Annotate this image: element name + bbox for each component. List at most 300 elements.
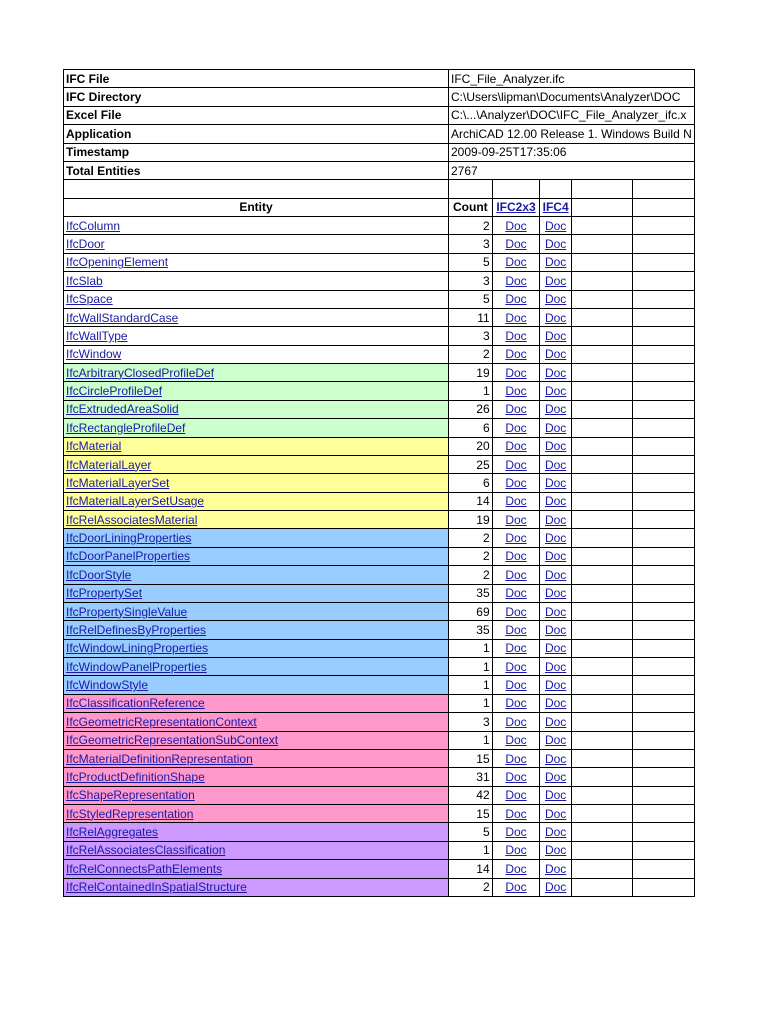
ifc2x3-doc-link[interactable]: Doc <box>505 586 527 601</box>
entity-cell <box>64 602 449 620</box>
ifc4-doc-cell <box>540 345 571 363</box>
info-value: ArchiCAD 12.00 Release 1. Windows Build N <box>449 125 695 143</box>
ifc2x3-doc-link[interactable]: Doc <box>505 769 527 784</box>
blank-cell <box>571 474 632 492</box>
ifc2x3-doc-cell <box>492 621 540 639</box>
table-row <box>64 602 695 620</box>
entity-link[interactable]: IfcWindowLiningProperties <box>66 641 209 656</box>
entity-link[interactable]: IfcClassificationReference <box>66 696 205 711</box>
entity-cell <box>64 676 449 694</box>
entity-link[interactable]: IfcPropertySingleValue <box>66 604 188 619</box>
ifc2x3-doc-cell <box>492 639 540 657</box>
ifc4-doc-cell <box>540 235 571 253</box>
ifc4-doc-link[interactable]: Doc <box>544 494 567 509</box>
count-cell: 19 <box>449 364 493 382</box>
table-row <box>64 253 695 271</box>
entity-link[interactable]: IfcRelAssociatesMaterial <box>66 512 198 527</box>
table-row <box>64 345 695 363</box>
ifc2x3-doc-link[interactable]: Doc <box>505 825 527 840</box>
ifc4-header-link[interactable]: IFC4 <box>542 200 569 215</box>
blank-cell <box>571 455 632 473</box>
ifc2x3-doc-cell <box>492 290 540 308</box>
ifc2x3-doc-link[interactable]: Doc <box>505 384 527 399</box>
ifc2x3-doc-cell <box>492 584 540 602</box>
ifc2x3-doc-link[interactable]: Doc <box>505 861 527 876</box>
ifc2x3-doc-link[interactable]: Doc <box>505 641 527 656</box>
ifc4-doc-link[interactable]: Doc <box>544 218 567 233</box>
blank-cell <box>632 860 694 878</box>
ifc4-doc-link[interactable]: Doc <box>544 622 567 637</box>
ifc4-doc-link[interactable]: Doc <box>544 273 567 288</box>
count-cell: 6 <box>449 419 493 437</box>
table-row <box>64 584 695 602</box>
blank-cell <box>571 768 632 786</box>
entity-link[interactable]: IfcRelAssociatesClassification <box>66 843 226 858</box>
ifc4-doc-link[interactable]: Doc <box>544 457 567 472</box>
entity-cell <box>64 878 449 896</box>
entity-link[interactable]: IfcRelAggregates <box>66 825 159 840</box>
blank-cell <box>571 253 632 271</box>
entity-link[interactable]: IfcShapeRepresentation <box>66 788 195 803</box>
blank-cell <box>632 290 694 308</box>
ifc4-doc-link[interactable]: Doc <box>544 586 567 601</box>
blank-cell <box>571 676 632 694</box>
ifc2x3-doc-cell <box>492 731 540 749</box>
entity-cell <box>64 805 449 823</box>
ifc4-doc-link[interactable]: Doc <box>544 843 567 858</box>
blank-cell <box>571 327 632 345</box>
blank-cell <box>632 768 694 786</box>
blank-cell <box>632 327 694 345</box>
ifc4-doc-link[interactable]: Doc <box>544 439 567 454</box>
ifc4-doc-link[interactable]: Doc <box>544 733 567 748</box>
ifc2x3-doc-link[interactable]: Doc <box>505 365 527 380</box>
info-row <box>64 125 695 143</box>
ifc4-doc-link[interactable]: Doc <box>544 237 567 252</box>
table-row <box>64 419 695 437</box>
entity-link[interactable]: IfcMaterialLayer <box>66 457 152 472</box>
table-row <box>64 547 695 565</box>
count-column-header: Count <box>449 198 493 216</box>
ifc2x3-doc-link[interactable]: Doc <box>505 255 527 270</box>
ifc4-column-header <box>540 198 571 216</box>
ifc2x3-doc-link[interactable]: Doc <box>505 273 527 288</box>
entity-link[interactable]: IfcRelDefinesByProperties <box>66 622 207 637</box>
blank-cell <box>632 658 694 676</box>
entity-cell <box>64 253 449 271</box>
column-header-row <box>64 198 695 216</box>
blank-cell <box>632 492 694 510</box>
entity-link[interactable]: IfcWindow <box>66 347 122 362</box>
blank-cell <box>571 602 632 620</box>
ifc2x3-doc-link[interactable]: Doc <box>505 549 527 564</box>
table-row <box>64 860 695 878</box>
entity-link[interactable]: IfcRelConnectsPathElements <box>66 861 223 876</box>
ifc2x3-doc-cell <box>492 253 540 271</box>
ifc4-doc-link[interactable]: Doc <box>544 861 567 876</box>
ifc4-doc-link[interactable]: Doc <box>544 825 567 840</box>
count-cell: 5 <box>449 253 493 271</box>
ifc2x3-doc-link[interactable]: Doc <box>505 696 527 711</box>
count-cell: 1 <box>449 676 493 694</box>
blank-cell <box>632 676 694 694</box>
entity-link[interactable]: IfcMaterialLayerSet <box>66 475 170 490</box>
table-row <box>64 529 695 547</box>
blank-cell <box>571 749 632 767</box>
ifc4-doc-link[interactable]: Doc <box>544 531 567 546</box>
count-cell: 19 <box>449 511 493 529</box>
blank-cell <box>632 694 694 712</box>
ifc4-doc-cell <box>540 364 571 382</box>
blank-cell <box>571 217 632 235</box>
entity-link[interactable]: IfcDoorStyle <box>66 567 132 582</box>
ifc4-doc-link[interactable]: Doc <box>544 512 567 527</box>
info-value: IFC_File_Analyzer.ifc <box>449 70 695 88</box>
ifc2x3-doc-cell <box>492 235 540 253</box>
table-row <box>64 235 695 253</box>
ifc2x3-doc-cell <box>492 602 540 620</box>
count-cell: 5 <box>449 290 493 308</box>
spreadsheet-body <box>64 70 695 897</box>
blank-cell <box>632 253 694 271</box>
info-label: IFC File <box>64 70 449 88</box>
ifc2x3-doc-link[interactable]: Doc <box>505 494 527 509</box>
ifc2x3-doc-cell <box>492 694 540 712</box>
table-row <box>64 621 695 639</box>
ifc2x3-doc-cell <box>492 492 540 510</box>
info-row <box>64 70 695 88</box>
entity-link[interactable]: IfcMaterial <box>66 439 122 454</box>
ifc2x3-doc-link[interactable]: Doc <box>505 237 527 252</box>
table-row <box>64 878 695 896</box>
count-cell: 1 <box>449 639 493 657</box>
entity-cell <box>64 529 449 547</box>
entity-link[interactable]: IfcWindowStyle <box>66 678 149 693</box>
ifc2x3-doc-link[interactable]: Doc <box>505 218 527 233</box>
ifc2x3-doc-link[interactable]: Doc <box>505 659 527 674</box>
blank-cell <box>632 272 694 290</box>
blank-cell <box>571 180 632 198</box>
table-row <box>64 474 695 492</box>
entity-cell <box>64 327 449 345</box>
blank-header-cell <box>571 198 632 216</box>
count-cell: 14 <box>449 492 493 510</box>
ifc4-doc-cell <box>540 308 571 326</box>
blank-cell <box>632 878 694 896</box>
ifc2x3-doc-cell <box>492 345 540 363</box>
blank-cell <box>632 731 694 749</box>
count-cell: 1 <box>449 841 493 859</box>
blank-cell <box>571 492 632 510</box>
count-cell: 1 <box>449 731 493 749</box>
ifc4-doc-link[interactable]: Doc <box>544 475 567 490</box>
ifc4-doc-link[interactable]: Doc <box>544 328 567 343</box>
table-row <box>64 566 695 584</box>
ifc4-doc-link[interactable]: Doc <box>544 806 567 821</box>
info-value: C:\Users\lipman\Documents\Analyzer\DOC <box>449 88 695 106</box>
blank-cell <box>632 382 694 400</box>
entity-cell <box>64 639 449 657</box>
ifc2x3-doc-link[interactable]: Doc <box>505 310 527 325</box>
ifc2x3-doc-link[interactable]: Doc <box>505 531 527 546</box>
info-row <box>64 143 695 161</box>
entity-cell <box>64 290 449 308</box>
ifc4-doc-link[interactable]: Doc <box>544 255 567 270</box>
count-cell: 2 <box>449 217 493 235</box>
ifc2x3-doc-link[interactable]: Doc <box>505 347 527 362</box>
entity-link[interactable]: IfcMaterialLayerSetUsage <box>66 494 205 509</box>
blank-cell <box>571 364 632 382</box>
ifc4-doc-cell <box>540 621 571 639</box>
ifc4-doc-link[interactable]: Doc <box>544 641 567 656</box>
blank-cell <box>571 860 632 878</box>
count-cell: 35 <box>449 621 493 639</box>
info-row <box>64 161 695 179</box>
entity-link[interactable]: IfcGeometricRepresentationContext <box>66 714 257 729</box>
ifc4-doc-link[interactable]: Doc <box>544 788 567 803</box>
table-row <box>64 731 695 749</box>
entity-cell <box>64 382 449 400</box>
ifc4-doc-link[interactable]: Doc <box>544 402 567 417</box>
ifc2x3-doc-link[interactable]: Doc <box>505 843 527 858</box>
count-cell: 2 <box>449 529 493 547</box>
table-row <box>64 364 695 382</box>
ifc4-doc-cell <box>540 860 571 878</box>
ifc2x3-doc-cell <box>492 474 540 492</box>
ifc4-doc-cell <box>540 878 571 896</box>
blank-cell <box>571 731 632 749</box>
ifc2x3-doc-link[interactable]: Doc <box>505 880 527 895</box>
blank-cell <box>571 786 632 804</box>
blank-cell <box>632 511 694 529</box>
count-cell: 31 <box>449 768 493 786</box>
ifc2x3-doc-cell <box>492 382 540 400</box>
ifc4-doc-link[interactable]: Doc <box>544 310 567 325</box>
ifc2x3-doc-cell <box>492 841 540 859</box>
entity-cell <box>64 455 449 473</box>
ifc4-doc-cell <box>540 492 571 510</box>
blank-cell <box>571 658 632 676</box>
count-cell: 1 <box>449 658 493 676</box>
count-cell: 25 <box>449 455 493 473</box>
entity-cell <box>64 860 449 878</box>
ifc4-doc-cell <box>540 768 571 786</box>
ifc2x3-doc-link[interactable]: Doc <box>505 457 527 472</box>
blank-cell <box>571 878 632 896</box>
ifc4-doc-link[interactable]: Doc <box>544 384 567 399</box>
ifc2x3-doc-cell <box>492 217 540 235</box>
entity-link[interactable]: IfcDoorLiningProperties <box>66 531 192 546</box>
blank-cell <box>571 566 632 584</box>
ifc4-doc-link[interactable]: Doc <box>544 567 567 582</box>
blank-cell <box>571 529 632 547</box>
entity-link[interactable]: IfcWindowPanelProperties <box>66 659 207 674</box>
blank-cell <box>571 639 632 657</box>
ifc2x3-doc-link[interactable]: Doc <box>505 420 527 435</box>
blank-cell <box>571 235 632 253</box>
blank-cell <box>632 584 694 602</box>
ifc4-doc-link[interactable]: Doc <box>544 604 567 619</box>
ifc4-doc-link[interactable]: Doc <box>544 365 567 380</box>
blank-cell <box>632 180 694 198</box>
entity-cell <box>64 731 449 749</box>
ifc2x3-doc-link[interactable]: Doc <box>505 788 527 803</box>
entity-link[interactable]: IfcRectangleProfileDef <box>66 420 186 435</box>
count-cell: 6 <box>449 474 493 492</box>
table-row <box>64 327 695 345</box>
entity-link[interactable]: IfcStyledRepresentation <box>66 806 194 821</box>
entity-link[interactable]: IfcWallType <box>66 328 128 343</box>
entity-link[interactable]: IfcWallStandardCase <box>66 310 179 325</box>
table-row <box>64 437 695 455</box>
entity-cell <box>64 272 449 290</box>
count-cell: 20 <box>449 437 493 455</box>
ifc4-doc-link[interactable]: Doc <box>544 678 567 693</box>
count-cell: 69 <box>449 602 493 620</box>
entity-link[interactable]: IfcPropertySet <box>66 586 143 601</box>
blank-cell <box>571 547 632 565</box>
blank-cell <box>571 621 632 639</box>
count-cell: 2 <box>449 345 493 363</box>
info-row <box>64 106 695 124</box>
entity-link[interactable]: IfcCircleProfileDef <box>66 384 163 399</box>
ifc4-doc-cell <box>540 639 571 657</box>
blank-cell <box>632 621 694 639</box>
ifc2x3-doc-cell <box>492 566 540 584</box>
entity-cell <box>64 621 449 639</box>
count-cell: 3 <box>449 272 493 290</box>
entity-cell <box>64 511 449 529</box>
blank-cell <box>571 345 632 363</box>
blank-cell <box>571 713 632 731</box>
info-value: 2767 <box>449 161 695 179</box>
blank-cell <box>632 364 694 382</box>
count-cell: 2 <box>449 878 493 896</box>
ifc4-doc-cell <box>540 511 571 529</box>
ifc4-doc-link[interactable]: Doc <box>544 751 567 766</box>
table-row <box>64 217 695 235</box>
ifc4-doc-cell <box>540 437 571 455</box>
entity-link[interactable]: IfcMaterialDefinitionRepresentation <box>66 751 253 766</box>
ifc2x3-header-link[interactable]: IFC2x3 <box>496 200 536 215</box>
blank-cell <box>632 566 694 584</box>
blank-cell <box>449 180 493 198</box>
info-label: Excel File <box>64 106 449 124</box>
entity-cell <box>64 584 449 602</box>
ifc4-doc-link[interactable]: Doc <box>544 420 567 435</box>
entity-cell <box>64 786 449 804</box>
ifc2x3-doc-link[interactable]: Doc <box>505 604 527 619</box>
ifc2x3-doc-link[interactable]: Doc <box>505 622 527 637</box>
ifc2x3-doc-link[interactable]: Doc <box>505 292 527 307</box>
blank-cell <box>632 419 694 437</box>
ifc2x3-doc-link[interactable]: Doc <box>505 751 527 766</box>
count-cell: 14 <box>449 860 493 878</box>
ifc2x3-doc-link[interactable]: Doc <box>505 402 527 417</box>
ifc2x3-doc-link[interactable]: Doc <box>505 678 527 693</box>
blank-cell <box>571 511 632 529</box>
blank-cell <box>632 713 694 731</box>
ifc2x3-doc-link[interactable]: Doc <box>505 806 527 821</box>
blank-cell <box>571 419 632 437</box>
entity-link[interactable]: IfcRelContainedInSpatialStructure <box>66 880 247 895</box>
ifc4-doc-cell <box>540 382 571 400</box>
entity-cell <box>64 217 449 235</box>
entity-link[interactable]: IfcProductDefinitionShape <box>66 769 205 784</box>
entity-cell <box>64 823 449 841</box>
ifc4-doc-link[interactable]: Doc <box>544 880 567 895</box>
ifc4-doc-link[interactable]: Doc <box>544 769 567 784</box>
blank-cell <box>571 382 632 400</box>
ifc4-doc-link[interactable]: Doc <box>544 714 567 729</box>
entity-link[interactable]: IfcSlab <box>66 273 103 288</box>
ifc2x3-doc-link[interactable]: Doc <box>505 733 527 748</box>
ifc2x3-doc-cell <box>492 437 540 455</box>
ifc4-doc-link[interactable]: Doc <box>544 549 567 564</box>
entity-link[interactable]: IfcDoorPanelProperties <box>66 549 191 564</box>
ifc4-doc-cell <box>540 713 571 731</box>
info-label: IFC Directory <box>64 88 449 106</box>
entity-link[interactable]: IfcGeometricRepresentationSubContext <box>66 733 279 748</box>
blank-cell <box>632 639 694 657</box>
ifc2x3-doc-link[interactable]: Doc <box>505 714 527 729</box>
ifc2x3-doc-link[interactable]: Doc <box>505 328 527 343</box>
entity-link[interactable]: IfcExtrudedAreaSolid <box>66 402 179 417</box>
info-label: Application <box>64 125 449 143</box>
entity-column-header: Entity <box>64 198 449 216</box>
ifc2x3-doc-cell <box>492 823 540 841</box>
ifc2x3-doc-cell <box>492 529 540 547</box>
spreadsheet-table <box>63 69 695 897</box>
entity-link[interactable]: IfcColumn <box>66 218 121 233</box>
ifc4-doc-link[interactable]: Doc <box>544 292 567 307</box>
ifc4-doc-cell <box>540 786 571 804</box>
ifc2x3-doc-cell <box>492 713 540 731</box>
entity-link[interactable]: IfcSpace <box>66 292 113 307</box>
ifc4-doc-cell <box>540 217 571 235</box>
ifc2x3-doc-cell <box>492 786 540 804</box>
ifc2x3-doc-link[interactable]: Doc <box>505 439 527 454</box>
ifc4-doc-cell <box>540 400 571 418</box>
ifc4-doc-link[interactable]: Doc <box>544 347 567 362</box>
info-row <box>64 88 695 106</box>
entity-link[interactable]: IfcOpeningElement <box>66 255 169 270</box>
blank-cell <box>540 180 571 198</box>
ifc4-doc-cell <box>540 749 571 767</box>
ifc4-doc-link[interactable]: Doc <box>544 659 567 674</box>
ifc4-doc-cell <box>540 253 571 271</box>
ifc4-doc-link[interactable]: Doc <box>544 696 567 711</box>
info-label: Total Entities <box>64 161 449 179</box>
ifc4-doc-cell <box>540 731 571 749</box>
ifc2x3-doc-cell <box>492 860 540 878</box>
entity-link[interactable]: IfcDoor <box>66 237 105 252</box>
ifc2x3-doc-cell <box>492 749 540 767</box>
ifc2x3-doc-link[interactable]: Doc <box>505 475 527 490</box>
blank-cell <box>632 474 694 492</box>
ifc2x3-doc-link[interactable]: Doc <box>505 567 527 582</box>
ifc2x3-doc-cell <box>492 768 540 786</box>
entity-link[interactable]: IfcArbitraryClosedProfileDef <box>66 365 215 380</box>
ifc4-doc-cell <box>540 272 571 290</box>
ifc4-doc-cell <box>540 676 571 694</box>
ifc2x3-doc-link[interactable]: Doc <box>505 512 527 527</box>
entity-cell <box>64 235 449 253</box>
ifc4-doc-cell <box>540 658 571 676</box>
count-cell: 35 <box>449 584 493 602</box>
blank-cell <box>571 272 632 290</box>
table-row <box>64 511 695 529</box>
